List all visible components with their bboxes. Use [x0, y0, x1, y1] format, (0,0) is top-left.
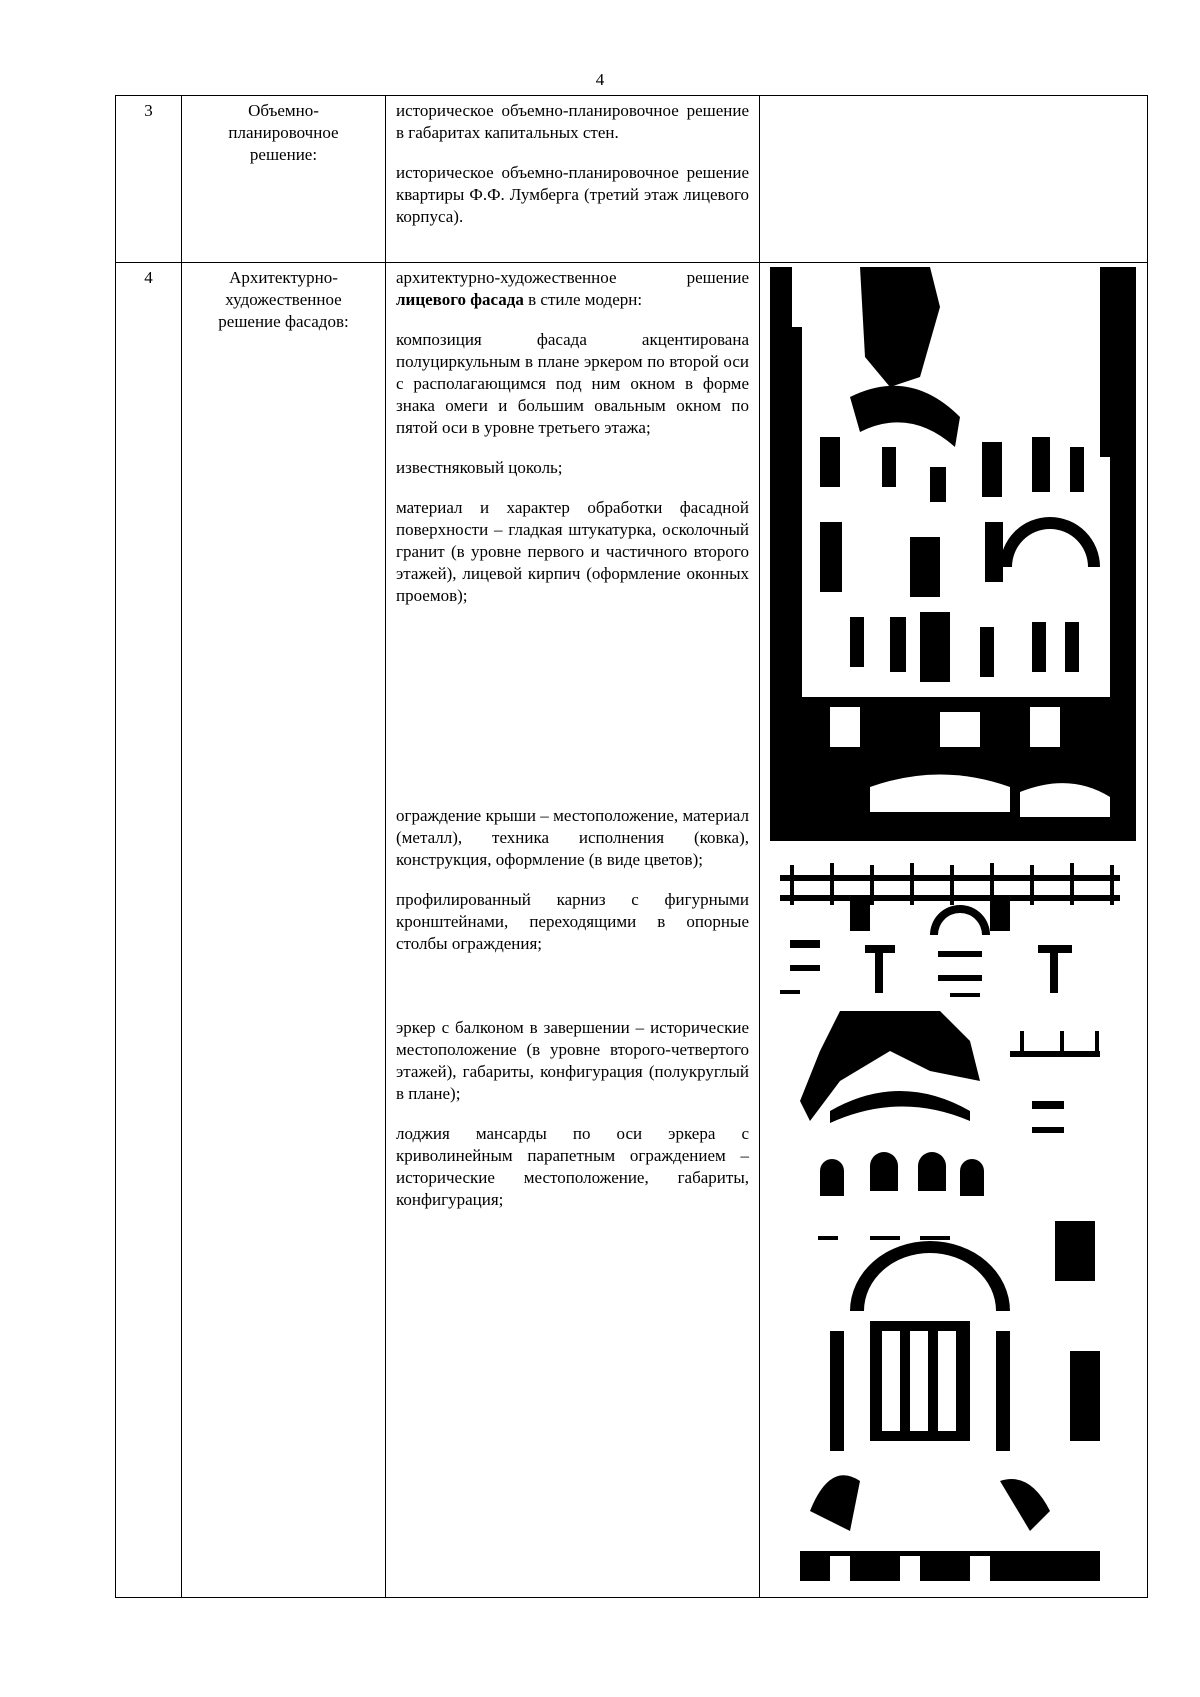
description-paragraph: известняковый цоколь;: [396, 458, 563, 477]
row-description: [386, 263, 760, 1598]
description-paragraph: лоджия мансарды по оси эркера с криволинейным парапетным ограждением – исторические местоположение, габариты, конфигурация;: [396, 1124, 749, 1209]
row-image-cell: [760, 96, 1148, 263]
description-paragraph: профилированный карниз с фигурными кронштейнами, переходящими в опорные столбы ограждения;: [396, 890, 749, 953]
heritage-table: [115, 95, 1148, 1598]
page-number: 4: [595, 70, 605, 89]
description-paragraph: историческое объемно-планировочное решение квартиры Ф.Ф. Лумберга (третий этаж лицевого корпуса).: [396, 163, 749, 226]
table-row: [116, 96, 1148, 263]
row-title: Объемно- планировочное решение:: [182, 96, 386, 263]
building-facade-photo-icon: [770, 267, 1136, 841]
description-paragraph: материал и характер обработки фасадной поверхности – гладкая штукатурка, осколочный гранит (в уровне первого и частичного второго этажей), лицевой кирпич (оформление оконных проемов);: [396, 498, 749, 605]
table-row: [116, 263, 1148, 1598]
bay-window-photo-icon: [770, 1011, 1136, 1581]
description-paragraph: эркер с балконом в завершении – исторические местоположение (в уровне второго-четвертого этажей), габариты, конфигурация (полукруглый в плане);: [396, 1018, 749, 1103]
description-paragraph: композиция фасада акцентирована полуциркульным в плане эркером по второй оси с располагающимся под ним окном в форме знака омеги и большим овальным окном по пятой оси в уровне третьего этажа;: [396, 330, 749, 437]
row-title: Архитектурно- художественное решение фасадов:: [182, 263, 386, 1598]
description-intro: архитектурно-художественное решение лицевого фасада в стиле модерн:: [396, 268, 749, 309]
facade-photo: [770, 267, 1136, 841]
bay-window-photo: [770, 1011, 1136, 1581]
row-number: 4: [116, 263, 182, 1598]
roof-fence-photo: [770, 855, 1136, 1005]
row-number: 3: [116, 96, 182, 263]
row-description: [386, 96, 760, 263]
roof-fence-photo-icon: [770, 855, 1136, 1005]
row-image-cell: [760, 263, 1148, 1598]
description-paragraph: историческое объемно-планировочное решение в габаритах капитальных стен.: [396, 101, 749, 142]
facade-bold-term: лицевого фасада: [396, 290, 524, 309]
description-paragraph: ограждение крыши – местоположение, материал (металл), техника исполнения (ковка), конструкция, оформление (в виде цветов);: [396, 806, 749, 869]
